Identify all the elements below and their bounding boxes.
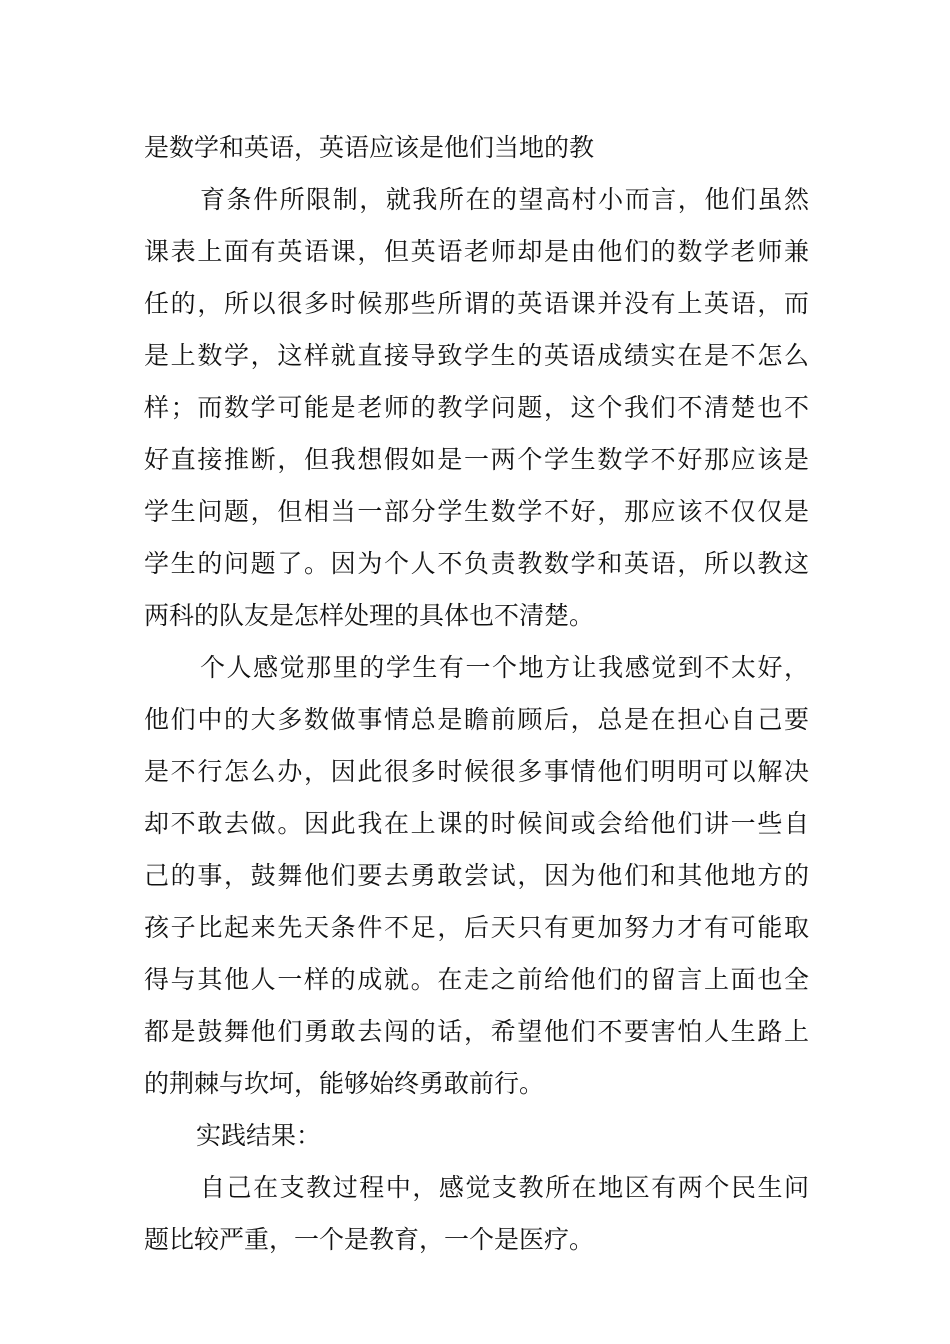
text-line: 己的事，鼓舞他们要去勇敢尝试，因为他们和其他地方的 (144, 861, 809, 890)
text-line: 任的，所以很多时候那些所谓的英语课并没有上英语，而 (144, 289, 809, 318)
text-line: 题比较严重，一个是教育，一个是医疗。 (144, 1225, 595, 1254)
text-line: 个人感觉那里的学生有一个地方让我感觉到不太好， (200, 653, 809, 682)
text-line: 是上数学，这样就直接导致学生的英语成绩实在是不怎么 (144, 341, 809, 370)
text-line: 是不行怎么办，因此很多时候很多事情他们明明可以解决 (144, 757, 809, 786)
text-line: 好直接推断，但我想假如是一两个学生数学不好那应该是 (144, 445, 809, 474)
text-line: 两科的队友是怎样处理的具体也不清楚。 (144, 601, 595, 630)
text-line: 学生问题，但相当一部分学生数学不好，那应该不仅仅是 (144, 497, 809, 526)
text-line: 育条件所限制，就我所在的望高村小而言，他们虽然 (200, 185, 809, 214)
text-line: 他们中的大多数做事情总是瞻前顾后，总是在担心自己要 (144, 705, 809, 734)
section-heading: 实践结果： (196, 1121, 322, 1150)
text-line: 课表上面有英语课，但英语老师却是由他们的数学老师兼 (144, 237, 809, 266)
text-line: 却不敢去做。因此我在上课的时候间或会给他们讲一些自 (144, 809, 809, 838)
text-line: 样；而数学可能是老师的教学问题，这个我们不清楚也不 (144, 393, 809, 422)
text-line: 孩子比起来先天条件不足，后天只有更加努力才有可能取 (144, 913, 809, 942)
body-text (144, 122, 809, 1266)
text-line: 学生的问题了。因为个人不负责教数学和英语，所以教这 (144, 549, 809, 578)
text-line: 自己在支教过程中，感觉支教所在地区有两个民生问 (200, 1173, 809, 1202)
text-line: 得与其他人一样的成就。在走之前给他们的留言上面也全 (144, 965, 809, 994)
text-line: 都是鼓舞他们勇敢去闯的话，希望他们不要害怕人生路上 (144, 1017, 809, 1046)
text-line: 是数学和英语，英语应该是他们当地的教 (144, 133, 595, 162)
text-line: 的荆棘与坎坷，能够始终勇敢前行。 (144, 1069, 545, 1098)
